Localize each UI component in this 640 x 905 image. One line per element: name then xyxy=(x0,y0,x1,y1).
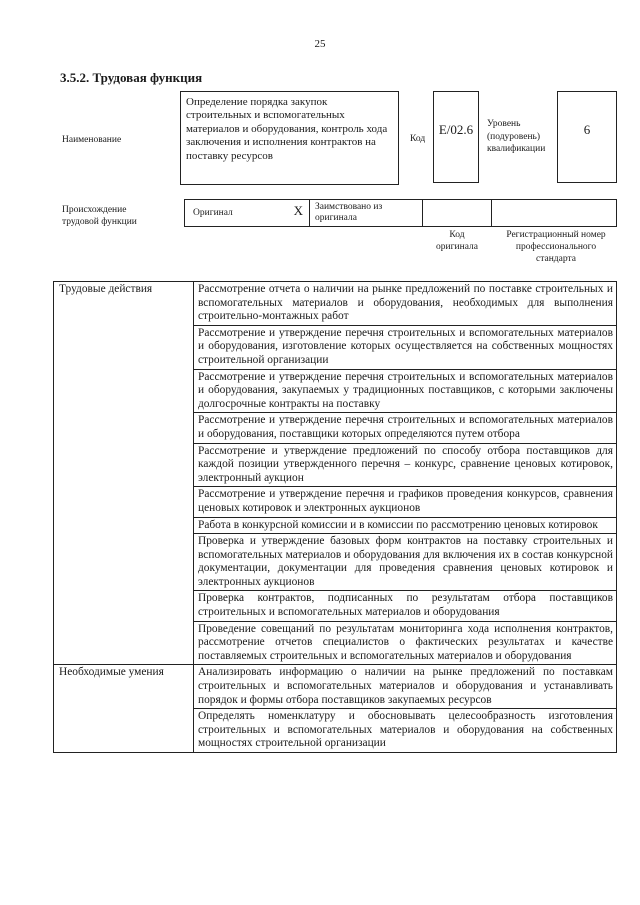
page-number: 25 xyxy=(314,38,326,50)
section-title: 3.5.2. Трудовая функция xyxy=(60,70,203,85)
caption-line: Регистрационный номер xyxy=(506,230,606,240)
original-code-cell xyxy=(422,199,492,227)
origin-label xyxy=(62,204,137,228)
original-code-caption xyxy=(422,229,492,253)
name-label: Наименование xyxy=(62,135,122,145)
caption-line: профессионального xyxy=(515,242,597,252)
code-value-box: E/02.6 xyxy=(433,91,479,183)
labor-action-cell: Рассмотрение и утверждение перечня и графиков проведения конкурсов, сравнения ценовых котировок и электронных аукционов xyxy=(194,487,617,517)
caption-line: Код xyxy=(449,230,465,240)
level-label-line: Уровень xyxy=(487,119,521,129)
qualification-level-label xyxy=(487,118,545,156)
qualification-level-box: 6 xyxy=(557,91,617,183)
original-label: Оригинал xyxy=(193,208,233,218)
level-label-line: квалификации xyxy=(487,144,546,154)
labor-action-cell: Проведение совещаний по результатам мониторинга хода исполнения контрактов, рассмотрение отчетов специалистов о фактических результатах и качестве поставляемых строительных и вспомогательных материалов и оборудования xyxy=(194,621,617,665)
labor-action-cell: Рассмотрение и утверждение перечня строительных и вспомогательных материалов и оборудования, поставщики которых определяются путем отбора xyxy=(194,413,617,443)
labor-action-cell: Рассмотрение и утверждение перечня строительных и вспомогательных материалов и оборудования, изготовление которых осуществляется на собственных мощностях строительной организации xyxy=(194,325,617,369)
labor-action-cell: Рассмотрение и утверждение перечня строительных и вспомогательных материалов и оборудования, закупаемых у традиционных поставщиков, с которыми заключены долгосрочные контракты на поставку xyxy=(194,369,617,413)
skills-header: Необходимые умения xyxy=(54,665,194,753)
skill-cell: Анализировать информацию о наличии на рынке предложений по поставкам строительных и вспомогательных материалов и оборудования и устанавливать порядок и формы отбора поставщиков закупаемых ресурсов xyxy=(194,665,617,709)
labor-action-cell: Проверка контрактов, подписанных по результатам отбора поставщиков строительных и вспомогательных материалов и оборудования xyxy=(194,591,617,621)
labor-action-cell: Работа в конкурсной комиссии и в комиссии по рассмотрению ценовых котировок xyxy=(194,517,617,534)
function-name-box: Определение порядка закупок строительных и вспомогательных материалов и оборудования, контроль хода заключения и исполнения контрактов на поставку ресурсов xyxy=(180,91,399,185)
labor-action-cell: Проверка и утверждение базовых форм контрактов на поставку строительных и вспомогательных материалов и оборудования для включения их в состав конкурсной документации, документации для проведения сравнения ценовых котировок и электронных аукционов xyxy=(194,534,617,591)
registration-number-caption xyxy=(491,229,621,265)
origin-label-line: трудовой функции xyxy=(62,217,137,227)
caption-line: оригинала xyxy=(436,242,478,252)
original-mark: X xyxy=(293,203,303,218)
level-label-line: (подуровень) xyxy=(487,131,541,142)
table-row xyxy=(54,665,617,709)
origin-original-cell xyxy=(184,199,310,227)
origin-borrowed-cell xyxy=(309,199,423,227)
borrowed-label-line: оригинала xyxy=(315,213,357,223)
labor-action-cell: Рассмотрение отчета о наличии на рынке предложений по поставке строительных и вспомогательных материалов и оборудования, необходимых для выполнения строительно-монтажных работ xyxy=(194,282,617,326)
labor-actions-header: Трудовые действия xyxy=(54,282,194,665)
table-row xyxy=(54,282,617,326)
labor-function-table xyxy=(53,281,617,753)
origin-label-line: Происхождение xyxy=(62,205,127,215)
registration-number-cell xyxy=(491,199,617,227)
code-label: Код xyxy=(410,134,426,144)
borrowed-label-line: Заимствовано из xyxy=(315,202,383,212)
skill-cell: Определять номенклатуру и обосновывать целесообразность изготовления строительных и вспомогательных материалов и оборудования на собственных мощностях строительной организации xyxy=(194,709,617,753)
caption-line: стандарта xyxy=(536,254,576,264)
labor-action-cell: Рассмотрение и утверждение предложений по способу отбора поставщиков для каждой позиции утвержденного перечня – конкурс, сравнение ценовых котировок, электронный аукцион xyxy=(194,443,617,487)
